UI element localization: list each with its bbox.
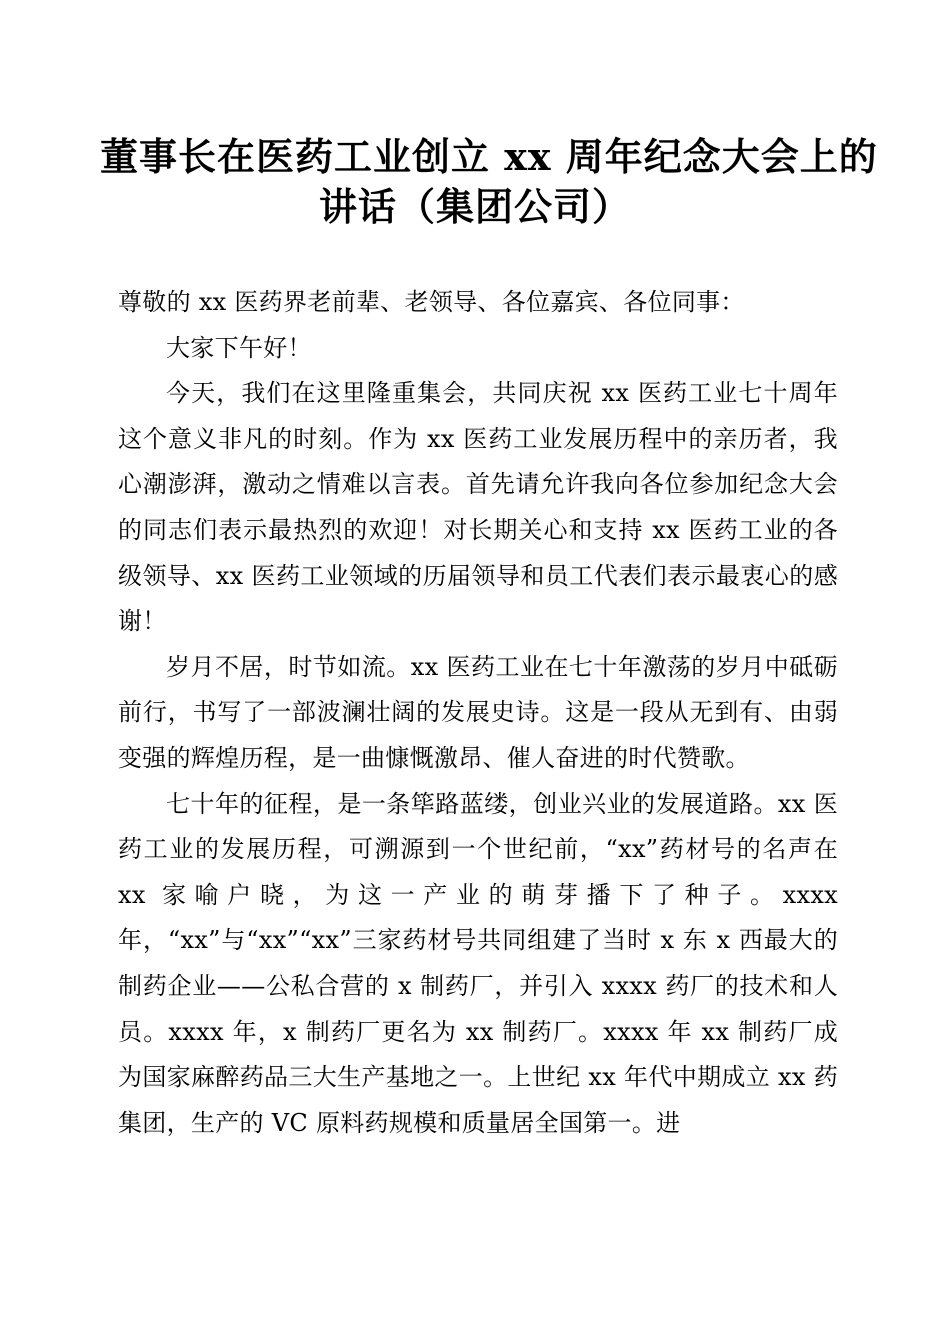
paragraph-opening: 今天，我们在这里隆重集会，共同庆祝 xx 医药工业七十周年这个意义非凡的时刻。作为 xx 医药工业发展历程中的亲历者，我心潮澎湃，激动之情难以言表。首先请允许我向各位参加纪念大会的同志们表示最热烈的欢迎！对长期关心和支持 xx 医药工业的各级领导、xx 医药工业领域的历届领导和员工代表们表示最衷心的感谢！ [118,379,838,636]
paragraph-history-summary: 岁月不居，时节如流。xx 医药工业在七十年激荡的岁月中砥砺前行，书写了一部波澜壮阔的发展史诗。这是一段从无到有、由弱变强的辉煌历程，是一曲慷慨激昂、催人奋进的时代赞歌。 [118,652,838,772]
paragraph-development-path: 七十年的征程，是一条筚路蓝缕，创业兴业的发展道路。xx 医药工业的发展历程，可溯源到一个世纪前，“xx”药材号的名声在 xx 家喻户晓，为这一产业的萌芽播下了种子。xxxx 年，“xx”与“xx”“xx”三家药材号共同组建了当时 x 东 x 西最大的制药企业——公私合营的 x 制药厂，并引入 xxxx 药厂的技术和人员。xxxx 年，x 制药厂更名为 xx 制药厂。xxxx 年 xx 制药厂成为国家麻醉药品三大生产基地之一。上世纪 xx 年代中期成立 xx 药集团，生产的 VC 原料药规模和质量居全国第一。进 [118,789,838,1137]
document-body [118,280,838,1146]
paragraph-greeting: 大家下午好！ [166,333,312,362]
title-line-1: 董事长在医药工业创立 xx 周年纪念大会上的 [100,134,878,179]
title-line-2: 讲话（集团公司） [318,184,631,229]
document-title [100,132,878,232]
salutation: 尊敬的 xx 医药界老前辈、老领导、各位嘉宾、各位同事： [118,288,745,316]
